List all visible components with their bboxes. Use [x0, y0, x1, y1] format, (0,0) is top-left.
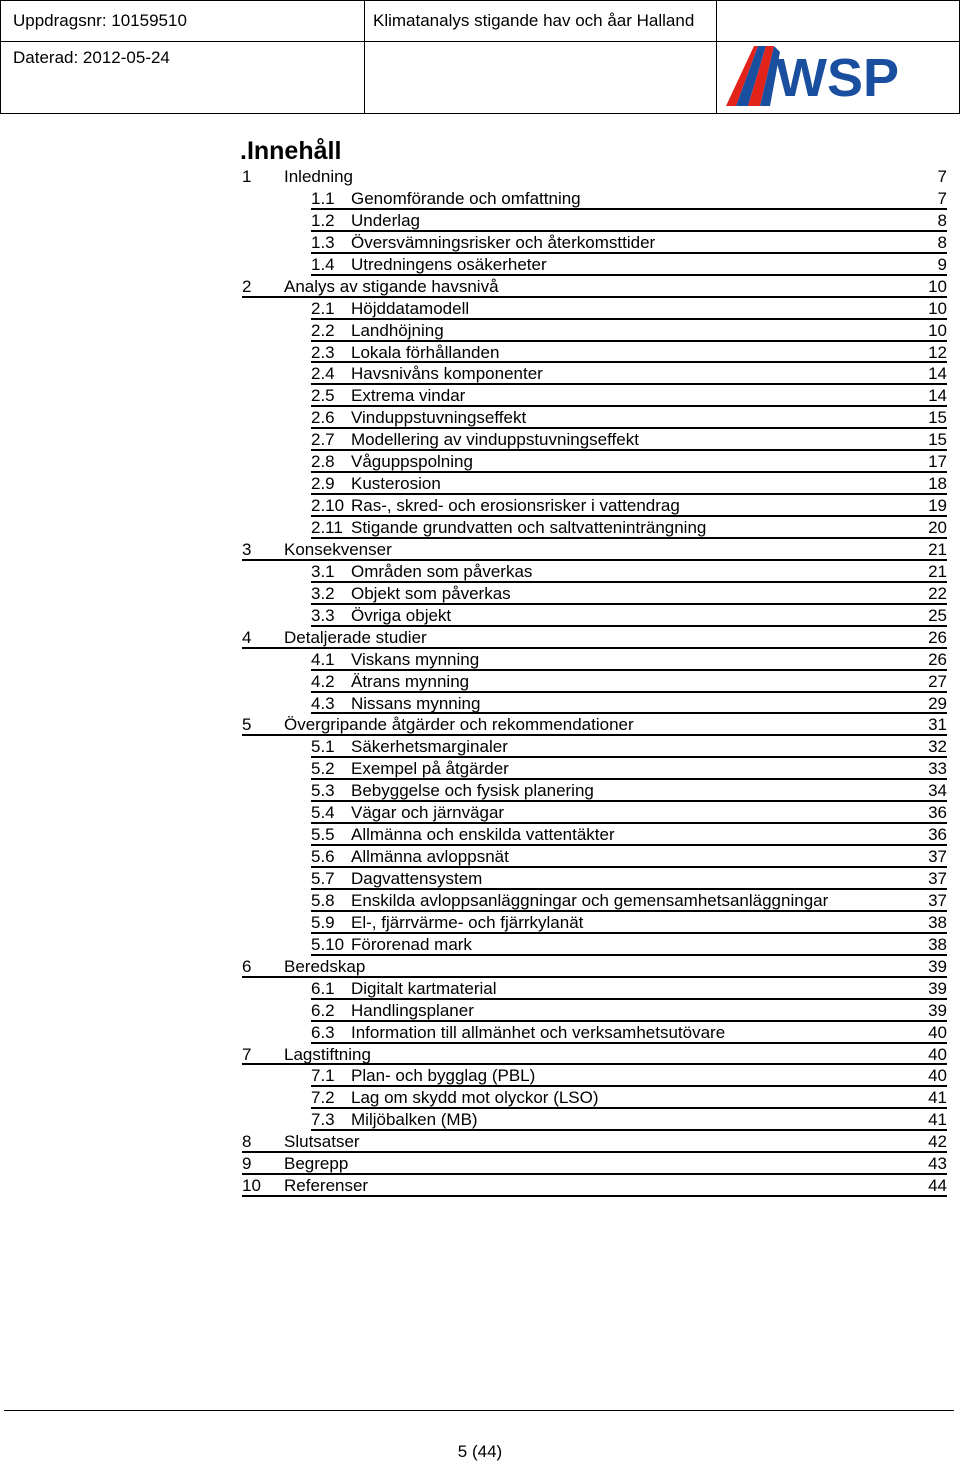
toc-entry-number: 6.1	[311, 978, 335, 998]
toc-entry-page: 9	[937, 254, 947, 274]
toc-entry-number: 7.1	[311, 1066, 335, 1086]
toc-entry-number: 5.10	[311, 934, 345, 954]
toc-entry-page: 40	[928, 1022, 947, 1042]
toc-entry-number: 9	[242, 1154, 252, 1174]
toc-entry[interactable]	[242, 385, 947, 407]
toc-entry-page: 15	[928, 430, 947, 450]
toc-entry-title: Övriga objekt	[351, 605, 452, 625]
toc-entry-page: 27	[928, 671, 947, 691]
toc-entry-number: 3.1	[311, 561, 335, 581]
toc-entry-page: 12	[928, 342, 947, 362]
toc-entry-title: Objekt som påverkas	[351, 583, 511, 603]
toc-entry-page: 34	[928, 781, 947, 801]
toc-entry-number: 7	[242, 1044, 252, 1064]
toc-entry-number: 2.10	[311, 496, 345, 516]
toc-entry-page: 40	[928, 1044, 947, 1064]
toc-entry-title: Landhöjning	[351, 320, 444, 340]
toc-entry-page: 41	[928, 1110, 947, 1130]
toc-entry-title: El-, fjärrvärme- och fjärrkylanät	[351, 912, 584, 932]
toc-entry-number: 6	[242, 956, 252, 976]
toc-entry[interactable]	[242, 627, 947, 649]
toc-entry-number: 5.1	[311, 737, 335, 757]
toc-entry-number: 5.5	[311, 825, 335, 845]
toc-entry-page: 8	[937, 210, 947, 230]
toc-entry-title: Övergripande åtgärder och rekommendationer	[284, 715, 634, 735]
toc-entry[interactable]	[242, 188, 947, 210]
header-divider	[364, 1, 365, 114]
toc-entry[interactable]	[242, 802, 947, 824]
toc-entry[interactable]	[242, 363, 947, 385]
toc-entry[interactable]	[242, 736, 947, 758]
toc-entry-page: 8	[937, 232, 947, 252]
toc-entry-page: 36	[928, 803, 947, 823]
toc-entry-number: 4.3	[311, 693, 335, 713]
toc-entry-page: 14	[928, 364, 947, 384]
toc-entry-title: Information till allmänhet och verksamhetsutövare	[351, 1022, 726, 1042]
toc-entry-page: 29	[928, 693, 947, 713]
toc-entry-number: 7.2	[311, 1088, 335, 1108]
toc-entry-title: Inledning	[284, 167, 354, 186]
toc-entry-number: 2.5	[311, 386, 335, 406]
toc-entry[interactable]	[242, 649, 947, 671]
toc-entry[interactable]	[242, 166, 947, 188]
toc-entry-page: 33	[928, 759, 947, 779]
toc-entry[interactable]	[242, 978, 947, 1000]
toc-entry-page: 21	[928, 539, 947, 559]
toc-entry[interactable]	[242, 1044, 947, 1066]
toc-entry[interactable]	[242, 210, 947, 232]
toc-entry-number: 5	[242, 715, 252, 735]
toc-entry[interactable]	[242, 539, 947, 561]
toc-entry[interactable]	[242, 1153, 947, 1175]
toc-entry-page: 7	[937, 188, 947, 208]
toc-entry-title: Detaljerade studier	[284, 627, 427, 647]
toc-entry-title: Extrema vindar	[351, 386, 466, 406]
toc-entry-number: 1.4	[311, 254, 335, 274]
toc-entry-title: Miljöbalken (MB)	[351, 1110, 478, 1130]
toc-entry[interactable]	[242, 407, 947, 429]
toc-entry-number: 2.2	[311, 320, 335, 340]
toc-entry-page: 25	[928, 605, 947, 625]
toc-entry[interactable]	[242, 1131, 947, 1153]
toc-entry[interactable]	[242, 1022, 947, 1044]
toc-entry-page: 37	[928, 847, 947, 867]
toc-entry-number: 2	[242, 276, 252, 296]
toc-entry-number: 2.4	[311, 364, 335, 384]
toc-entry[interactable]	[242, 495, 947, 517]
toc-entry-title: Stigande grundvatten och saltvatteninträngning	[351, 518, 707, 537]
toc-entry-page: 26	[928, 649, 947, 669]
toc-entry-number: 4.1	[311, 649, 335, 669]
toc-entry-number: 1.3	[311, 232, 335, 252]
toc-entry-title: Digitalt kartmaterial	[351, 978, 497, 998]
toc-entry[interactable]	[242, 451, 947, 473]
toc-entry-title: Kusterosion	[351, 474, 441, 494]
toc-entry-title: Exempel på åtgärder	[351, 759, 509, 779]
toc-entry[interactable]	[242, 1087, 947, 1109]
toc-entry-page: 26	[928, 627, 947, 647]
toc-entry[interactable]	[242, 1109, 947, 1131]
toc-entry-number: 8	[242, 1132, 252, 1152]
toc-entry-number: 5.7	[311, 869, 335, 888]
toc-entry-page: 44	[928, 1176, 947, 1196]
toc-entry-page: 31	[928, 715, 947, 735]
toc-entry-title: Översvämningsrisker och återkomsttider	[351, 232, 656, 252]
toc-entry[interactable]	[242, 758, 947, 780]
toc-entry[interactable]	[242, 934, 947, 956]
table-of-contents	[242, 166, 947, 1197]
toc-entry[interactable]	[242, 671, 947, 693]
toc-entry-title: Bebyggelse och fysisk planering	[351, 781, 594, 801]
toc-entry-number: 1	[242, 167, 252, 186]
toc-entry[interactable]	[242, 956, 947, 978]
toc-entry-page: 10	[928, 320, 947, 340]
report-date: Daterad: 2012-05-24	[13, 48, 170, 67]
toc-entry-number: 2.6	[311, 408, 335, 428]
toc-entry-title: Slutsatser	[284, 1132, 360, 1152]
toc-entry-page: 43	[928, 1154, 947, 1174]
toc-entry-page: 39	[928, 1000, 947, 1020]
toc-entry-page: 14	[928, 386, 947, 406]
toc-entry-page: 19	[928, 496, 947, 516]
toc-entry-number: 3.3	[311, 605, 335, 625]
toc-entry-page: 10	[928, 276, 947, 296]
toc-entry-number: 10	[242, 1176, 261, 1196]
toc-entry-title: Enskilda avloppsanläggningar och gemensamhetsanläggningar	[351, 890, 829, 910]
toc-entry-title: Förorenad mark	[351, 934, 472, 954]
toc-entry[interactable]	[242, 276, 947, 298]
wsp-logo	[724, 42, 920, 108]
toc-entry-title: Havsnivåns komponenter	[351, 364, 543, 384]
toc-entry-page: 7	[937, 167, 947, 186]
toc-entry-title: Underlag	[351, 210, 420, 230]
toc-entry[interactable]	[242, 868, 947, 890]
toc-entry[interactable]	[242, 298, 947, 320]
toc-entry-page: 38	[928, 912, 947, 932]
toc-entry-title: Dagvattensystem	[351, 869, 483, 888]
toc-entry-page: 39	[928, 956, 947, 976]
toc-entry-page: 22	[928, 583, 947, 603]
toc-entry[interactable]	[242, 890, 947, 912]
toc-entry-title: Våguppspolning	[351, 452, 473, 472]
toc-entry-number: 2.9	[311, 474, 335, 494]
toc-entry-title: Utredningens osäkerheter	[351, 254, 547, 274]
toc-entry-page: 41	[928, 1088, 947, 1108]
toc-entry-title: Viskans mynning	[351, 649, 480, 669]
toc-entry[interactable]	[242, 824, 947, 846]
wsp-logo-text: WSP	[776, 48, 900, 108]
toc-entry-title: Vinduppstuvningseffekt	[351, 408, 527, 428]
toc-entry-number: 5.2	[311, 759, 335, 779]
toc-entry-title: Säkerhetsmarginaler	[351, 737, 508, 757]
project-number: Uppdragsnr: 10159510	[13, 11, 187, 30]
toc-entry-title: Lag om skydd mot olyckor (LSO)	[351, 1088, 599, 1108]
toc-entry-page: 39	[928, 978, 947, 998]
toc-entry[interactable]	[242, 429, 947, 451]
toc-entry-page: 32	[928, 737, 947, 757]
toc-entry-page: 20	[928, 518, 947, 537]
toc-entry-page: 37	[928, 869, 947, 888]
toc-entry-page: 40	[928, 1066, 947, 1086]
toc-entry-number: 5.3	[311, 781, 335, 801]
toc-entry-title: Ras-, skred- och erosionsrisker i vattendrag	[351, 496, 680, 516]
toc-entry[interactable]	[242, 561, 947, 583]
toc-entry[interactable]	[242, 846, 947, 868]
toc-entry-number: 5.6	[311, 847, 335, 867]
toc-entry[interactable]	[242, 693, 947, 715]
toc-entry[interactable]	[242, 473, 947, 495]
toc-entry-number: 3.2	[311, 583, 335, 603]
toc-entry-number: 7.3	[311, 1110, 335, 1130]
toc-entry-page: 21	[928, 561, 947, 581]
toc-entry[interactable]	[242, 342, 947, 364]
toc-entry-number: 1.2	[311, 210, 335, 230]
toc-entry[interactable]	[242, 1000, 947, 1022]
toc-entry-number: 2.11	[311, 518, 343, 537]
toc-entry-title: Lagstiftning	[284, 1044, 371, 1064]
toc-entry-title: Ätrans mynning	[351, 671, 470, 691]
toc-entry[interactable]	[242, 1175, 947, 1197]
toc-entry-page: 37	[928, 890, 947, 910]
toc-entry-page: 18	[928, 474, 947, 494]
toc-entry-title: Modellering av vinduppstuvningseffekt	[351, 430, 639, 450]
toc-entry[interactable]	[242, 912, 947, 934]
toc-entry-page: 17	[928, 452, 947, 472]
toc-entry-title: Lokala förhållanden	[351, 342, 500, 362]
toc-entry-title: Konsekvenser	[284, 539, 392, 559]
toc-entry-title: Allmänna och enskilda vattentäkter	[351, 825, 615, 845]
toc-entry[interactable]	[242, 605, 947, 627]
toc-entry[interactable]	[242, 1065, 947, 1087]
toc-entry-title: Referenser	[284, 1176, 369, 1196]
toc-entry-number: 2.7	[311, 430, 335, 450]
toc-entry[interactable]	[242, 254, 947, 276]
toc-entry-title: Nissans mynning	[351, 693, 481, 713]
toc-entry-number: 1.1	[311, 188, 335, 208]
toc-entry-number: 2.8	[311, 452, 335, 472]
toc-entry-number: 5.8	[311, 890, 335, 910]
toc-entry-title: Plan- och bygglag (PBL)	[351, 1066, 536, 1086]
toc-entry-number: 5.4	[311, 803, 335, 823]
toc-entry-page: 42	[928, 1132, 947, 1152]
toc-entry-number: 5.9	[311, 912, 335, 932]
toc-entry-title: Begrepp	[284, 1154, 349, 1174]
wsp-logo-mark	[724, 42, 920, 108]
toc-entry-title: Allmänna avloppsnät	[351, 847, 509, 867]
footer-rule	[4, 1410, 954, 1411]
report-title: Klimatanalys stigande hav och åar Halland	[373, 11, 695, 30]
toc-entry-page: 38	[928, 934, 947, 954]
toc-entry-number: 6.2	[311, 1000, 335, 1020]
toc-entry[interactable]	[242, 780, 947, 802]
toc-entry-title: Vägar och järnvägar	[351, 803, 505, 823]
toc-entry-number: 3	[242, 539, 252, 559]
toc-entry-title: Höjddatamodell	[351, 298, 470, 318]
toc-title: .Innehåll	[240, 137, 342, 165]
toc-entry[interactable]	[242, 232, 947, 254]
toc-entry-number: 6.3	[311, 1022, 335, 1042]
toc-entry-title: Genomförande och omfattning	[351, 188, 581, 208]
toc-entry-number: 4.2	[311, 671, 335, 691]
header-divider	[716, 1, 717, 114]
toc-entry-number: 2.3	[311, 342, 335, 362]
toc-entry[interactable]	[242, 714, 947, 736]
toc-entry-page: 15	[928, 408, 947, 428]
toc-entry-page: 10	[928, 298, 947, 318]
toc-entry-page: 36	[928, 825, 947, 845]
toc-entry-number: 4	[242, 627, 252, 647]
toc-entry-title: Analys av stigande havsnivå	[284, 276, 499, 296]
page-number: 5 (44)	[457, 1442, 503, 1461]
toc-entry-title: Handlingsplaner	[351, 1000, 474, 1020]
toc-entry[interactable]	[242, 517, 947, 539]
toc-entry[interactable]	[242, 583, 947, 605]
toc-entry-number: 2.1	[311, 298, 335, 318]
toc-entry[interactable]	[242, 320, 947, 342]
toc-entry-title: Områden som påverkas	[351, 561, 533, 581]
toc-entry-title: Beredskap	[284, 956, 366, 976]
